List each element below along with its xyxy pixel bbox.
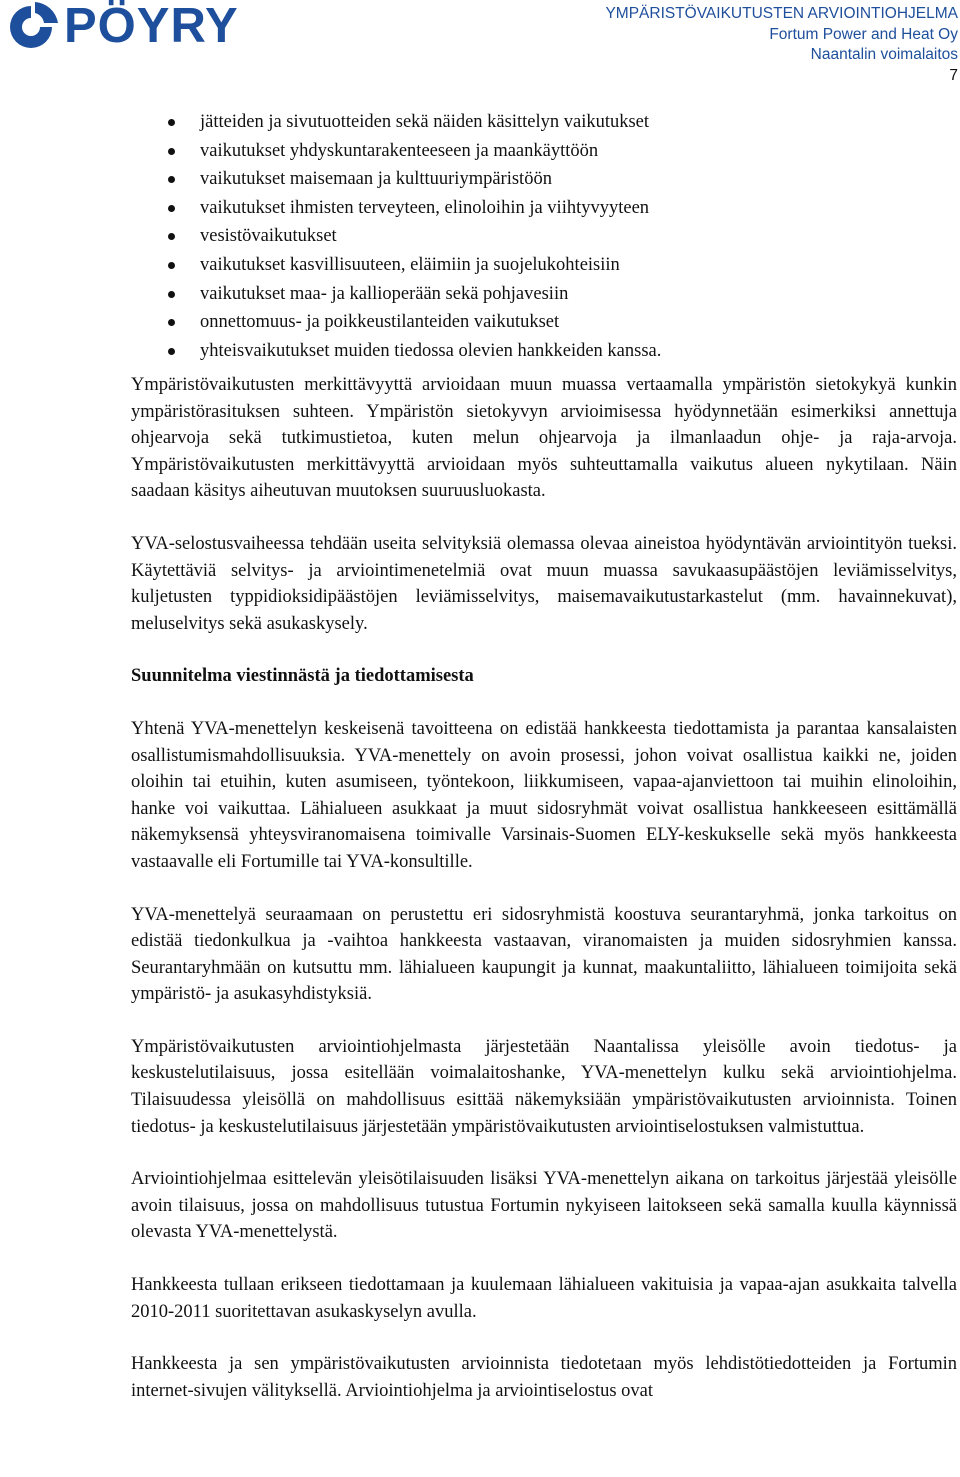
- page-number: 7: [949, 66, 958, 84]
- list-item: onnettomuus- ja poikkeustilanteiden vaikutukset: [168, 308, 661, 337]
- list-item: vaikutukset kasvillisuuteen, eläimiin ja suojelukohteisiin: [168, 251, 661, 280]
- document-header: [605, 4, 958, 86]
- paragraph-resident-survey: Hankkeesta tullaan erikseen tiedottamaan ja kuulemaan lähialueen vakituisia ja vapaa-ajan asukkaita talvella 2010-2011 suoritettavan asukaskyselyn avulla.: [131, 1275, 957, 1322]
- header-document-title: YMPÄRISTÖVAIKUTUSTEN ARVIOINTIOHJELMA: [605, 5, 958, 22]
- poyry-logo-mark-icon: [2, 2, 60, 52]
- list-item: vesistövaikutukset: [168, 222, 661, 251]
- list-item: vaikutukset ihmisten terveyteen, elinoloihin ja viihtyvyyteen: [168, 194, 661, 223]
- paragraph-studies: YVA-selostusvaiheessa tehdään useita selvityksiä olemassa olevaa aineistoa hyödyntävän arviointityön tueksi. Käytettäviä selvitys- ja arviointimenetelmiä ovat muun muassa savukaasupäästöjen leviämisselvitys, kuljetusten typpidioksidipäästöjen leviämisselvitys, maisemavaikutustarkastelut (mm. havainnekuvat), meluselvitys sekä asukaskysely.: [131, 533, 957, 634]
- list-item: vaikutukset yhdyskuntarakenteeseen ja maankäyttöön: [168, 137, 661, 166]
- impact-bullet-list: [168, 108, 661, 365]
- document-body: [131, 372, 957, 1404]
- list-item: vaikutukset maisemaan ja kulttuuriympäristöön: [168, 165, 661, 194]
- logo-wordmark: PÖYRY: [64, 0, 239, 53]
- paragraph-significance: Ympäristövaikutusten merkittävyyttä arvioidaan muun muassa vertaamalla ympäristön sietokykyä kunkin ympäristörasituksen suhteen. Ympäristön sietokyvyn arvioimisessa hyödynnetään esimerkiksi annettuja ohjearvoja sekä tutkimustietoa, kuten melun ohjearvoja ja ilmanlaadun ohje- ja raja-arvoja. Ympäristövaikutusten merkittävyyttä arvioidaan myös suhteuttamalla vaikutus alueen nykytilaan. Näin saadaan käsitys aiheutuvan muutoksen suuruusluokasta.: [131, 375, 957, 502]
- header-company: Fortum Power and Heat Oy: [769, 25, 958, 43]
- list-item: jätteiden ja sivutuotteiden sekä näiden käsittelyn vaikutukset: [168, 108, 661, 137]
- header-project: Naantalin voimalaitos: [810, 46, 958, 63]
- paragraph-monitoring-group: YVA-menettelyä seuraamaan on perustettu eri sidosryhmistä koostuva seurantaryhmä, jonka tarkoitus on edistää tiedonkulkua ja -vaihtoa hankkeesta vastaavan, viranomaisten ja muiden sidosryhmien kanssa. Seurantaryhmään on kutsuttu mm. lähialueen kaupungit ja kunnat, maakuntaliitto, lähialueen toimijoita sekä ympäristö- ja asukasyhdistyksiä.: [131, 904, 957, 1005]
- paragraph-press: Hankkeesta ja sen ympäristövaikutusten arvioinnista tiedotetaan myös lehdistötiedotteiden ja Fortumin internet-sivujen välityksellä. Arviointiohjelma ja arviointiselostus ovat: [131, 1354, 957, 1401]
- section-heading: Suunnitelma viestinnästä ja tiedottamisesta: [131, 666, 474, 687]
- list-item: vaikutukset maa- ja kallioperään sekä pohjavesiin: [168, 280, 661, 309]
- paragraph-public-event: Ympäristövaikutusten arviointiohjelmasta järjestetään Naantalissa yleisölle avoin tiedotus- ja keskustelutilaisuus, jossa esitellään voimalaitoshanke, YVA-menettelyn kulku sekä arviointiohjelma. Tilaisuudessa yleisöllä on mahdollisuus esittää näkemyksiään ympäristövaikutusten arvioinnista. Toinen tiedotus- ja keskustelutilaisuus järjestetään ympäristövaikutusten arviointiselostuksen valmistuttua.: [131, 1036, 957, 1137]
- paragraph-open-house: Arviointiohjelmaa esittelevän yleisötilaisuuden lisäksi YVA-menettelyn aikana on tarkoitus järjestää yleisölle avoin tilaisuus, jossa on mahdollisuus tutustua Fortumin nykyiseen laitokseen sekä samalla kuulla käynnissä olevasta YVA-menettelystä.: [131, 1169, 957, 1243]
- list-item: yhteisvaikutukset muiden tiedossa olevien hankkeiden kanssa.: [168, 337, 661, 366]
- poyry-logo: [2, 2, 262, 54]
- paragraph-participation: Yhtenä YVA-menettelyn keskeisenä tavoitteena on edistää hankkeesta tiedottamista ja parantaa kansalaisten osallistumismahdollisuuksia. YVA-menettely on avoin prosessi, johon voivat osallistua kaikki ne, joiden oloihin tai etuihin, kuten asumiseen, työntekoon, liikkumiseen, vapaa-ajanviettoon tai muihin elinoloihin, hanke voi vaikuttaa. Lähialueen asukkaat ja muut sidosryhmät voivat osallistua hankkeeseen esittämällä näkemyksensä yhteysviranomaisena toimivalle Varsinais-Suomen ELY-keskukselle sekä myös hankkeesta vastaavalle eli Fortumille tai YVA-konsultille.: [131, 718, 957, 872]
